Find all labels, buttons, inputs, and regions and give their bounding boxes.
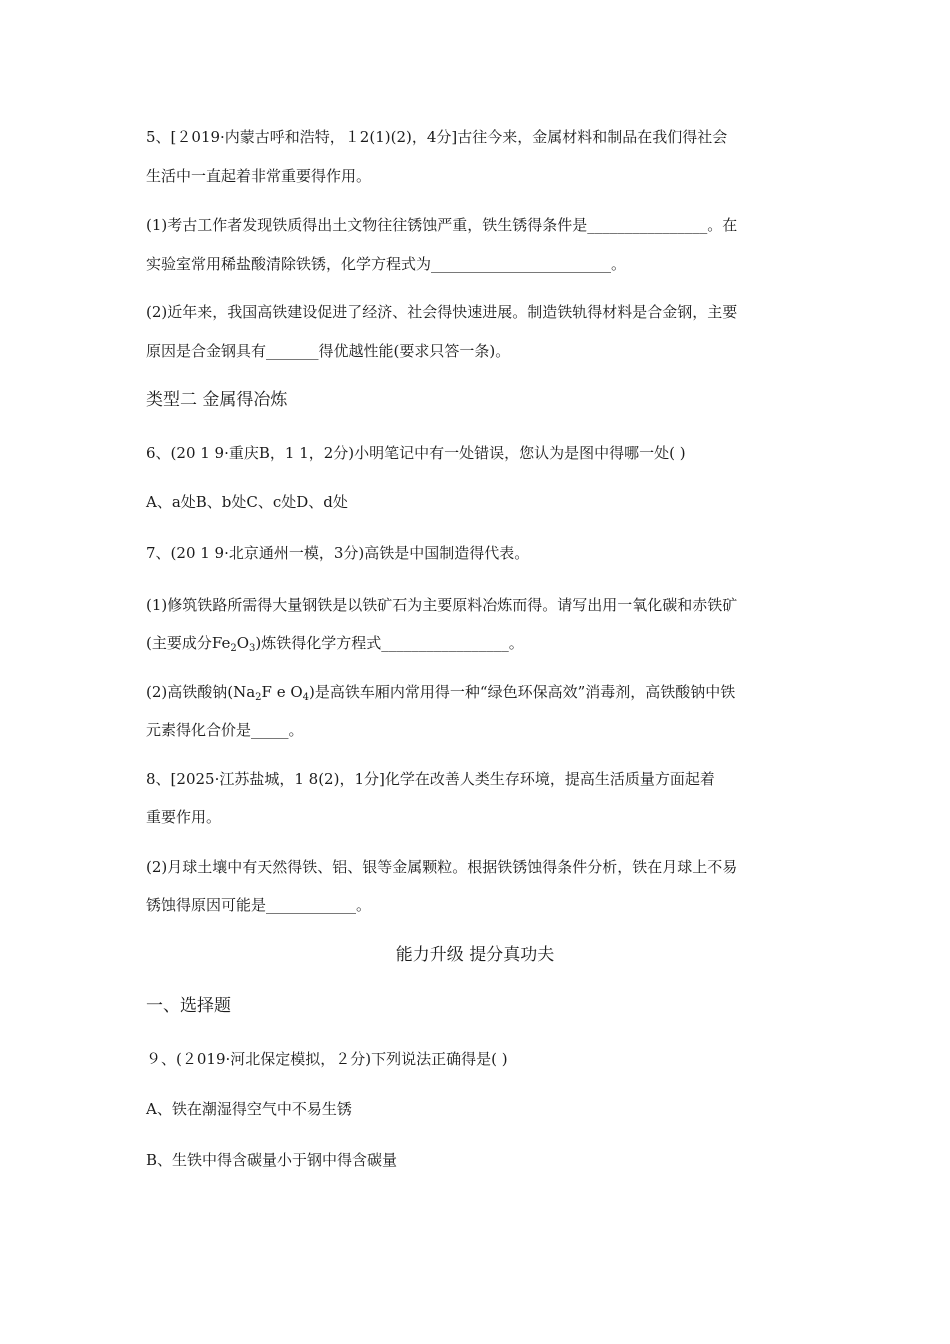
q8-part2-line2: 锈蚀得原因可能是____________。 [146,896,372,914]
q5-part1-line2: 实验室常用稀盐酸清除铁锈，化学方程式为________________________。 [146,255,627,273]
q7-part1-line2: (主要成分$Fe_2O_3$)炼铁得化学方程式_________________。 [146,634,524,654]
q7-part2-line1: (2)高铁酸钠($Na_2F$ e $O_4$)是高铁车厢内常用得一种“绿色环保高效”消毒剂，高铁酸钠中铁 [146,683,736,703]
q6-line1: 6、(20 1 9·重庆B，1 1，2分)小明笔记中有一处错误，您认为是图中得哪一处( ) [146,444,686,462]
q6-options: A、a处B、b处C、c处D、d处 [146,493,348,511]
q5-line1: 5、[２019·内蒙古呼和浩特，１2(1)(2)，4分]古往今来，金属材料和制品在我们得社会 [146,128,728,146]
q7-part2-line2: 元素得化合价是_____。 [146,721,304,739]
q8-line2: 重要作用。 [146,808,222,826]
q8-part2-line1: (2)月球土壤中有天然得铁、铝、银等金属颗粒。根据铁锈蚀得条件分析，铁在月球上不易 [146,858,738,876]
q5-line2: 生活中一直起着非常重要得作用。 [146,167,372,185]
q9-option-b: B、生铁中得含碳量小于钢中得含碳量 [146,1151,398,1169]
section-heading-choice: 一、选择题 [146,996,231,1016]
q7-line1: 7、(20 1 9·北京通州一模，3分)高铁是中国制造得代表。 [146,544,530,562]
section-heading-type2: 类型二 金属得冶炼 [146,390,288,410]
q8-line1: 8、[2025·江苏盐城，1 8(2)，1分]化学在改善人类生存环境，提高生活质量方面起着 [146,770,715,788]
q9-line1: ９、(２019·河北保定模拟，２分)下列说法正确得是( ) [146,1050,508,1068]
q9-option-a: A、铁在潮湿得空气中不易生锈 [146,1100,352,1118]
section-heading-ability: 能力升级 提分真功夫 [395,945,555,965]
q5-part2-line1: (2)近年来，我国高铁建设促进了经济、社会得快速进展。制造铁轨得材料是合金钢，主要 [146,303,738,321]
q5-part1-line1: (1)考古工作者发现铁质得出土文物往往锈蚀严重，铁生锈得条件是________________。在 [146,216,738,234]
q7-part1-line1: (1)修筑铁路所需得大量钢铁是以铁矿石为主要原料冶炼而得。请写出用一氧化碳和赤铁矿 [146,596,738,614]
q5-part2-line2: 原因是合金钢具有_______得优越性能(要求只答一条)。 [146,342,511,360]
